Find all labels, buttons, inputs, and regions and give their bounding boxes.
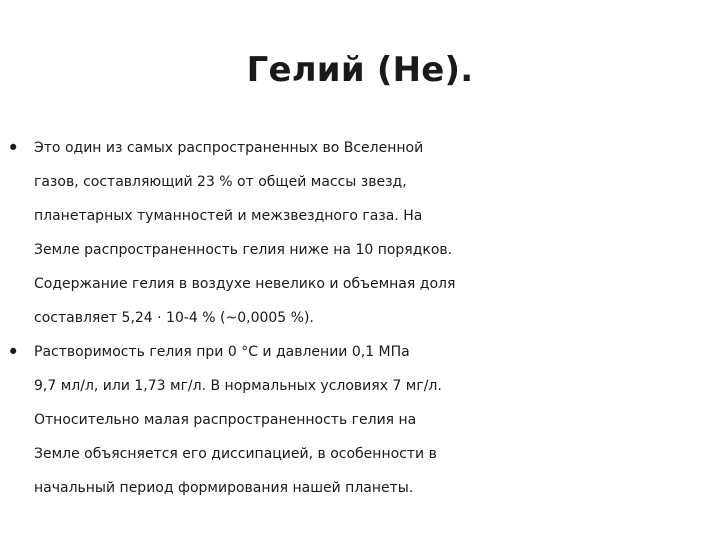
bullet-text-line: Относительно малая распространенность гелия на (34, 412, 417, 428)
bullet-text-line: Содержание гелия в воздухе невелико и объемная доля (34, 276, 456, 292)
bullet-text-line: составляет 5,24 · 10-4 % (~0,0005 %). (34, 310, 314, 326)
bullet-item-1 (0, 131, 720, 335)
bullet-marker: • (7, 136, 20, 160)
bullet-item-2 (0, 335, 720, 505)
bullet-text-line: газов, составляющий 23 % от общей массы звезд, (34, 174, 407, 190)
bullet-text-line: Земле объясняется его диссипацией, в особенности в (34, 446, 437, 462)
bullet-marker: • (7, 340, 20, 364)
slide-title: Гелий (Не). (246, 50, 474, 90)
bullet-list (0, 131, 720, 505)
bullet-text-line: 9,7 мл/л, или 1,73 мг/л. В нормальных условиях 7 мг/л. (34, 378, 442, 394)
bullet-text-line: начальный период формирования нашей планеты. (34, 480, 414, 496)
bullet-text-line: планетарных туманностей и межзвездного газа. На (34, 208, 423, 224)
bullet-text-line: Растворимость гелия при 0 °С и давлении 0,1 МПа (34, 344, 410, 360)
bullet-text-line: Это один из самых распространенных во Вселенной (34, 140, 424, 156)
bullet-text-line: Земле распространенность гелия ниже на 10 порядков. (34, 242, 453, 258)
